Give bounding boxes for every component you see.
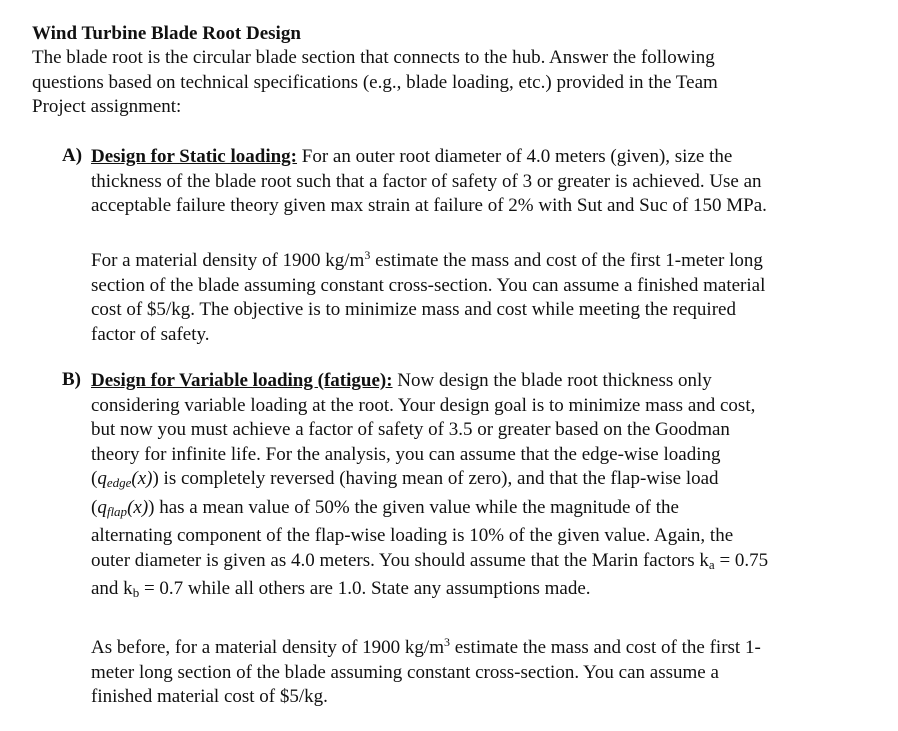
- paragraph-line: $(q_{flap}(x))$ has a mean value of 50% the given value while the magnitude of the: [91, 496, 679, 519]
- intro-line: Project assignment:: [32, 96, 182, 117]
- section-b-paragraph-2: [91, 630, 768, 710]
- section-a-body: [91, 145, 767, 347]
- flap-load-symbol: q: [97, 496, 107, 518]
- document-title: Wind Turbine Blade Root Design: [32, 23, 301, 44]
- text-run: As before, for a material density of 1900 kg/m: [91, 637, 444, 658]
- paragraph-line: [91, 243, 767, 274]
- paragraph-line: cost of $5/kg. The objective is to minimize mass and cost while meeting the required: [91, 299, 736, 320]
- section-a-heading: Design for Static loading:: [91, 146, 298, 167]
- paragraph-line: theory for infinite life. For the analysis, you can assume that the edge-wise loading: [91, 443, 721, 465]
- intro-line: The blade root is the circular blade section that connects to the hub. Answer the following: [32, 47, 715, 68]
- flap-load-subscript: flap: [106, 503, 128, 519]
- edge-load-symbol: q: [97, 468, 107, 489]
- paragraph-line: but now you must achieve a factor of safety of 3.5 or greater based on the Goodman: [91, 419, 730, 440]
- kb-subscript: b: [132, 585, 140, 600]
- flap-load-argument: (x): [127, 496, 149, 518]
- text-run: estimate the mass and cost of the first 1-meter long: [370, 250, 763, 271]
- text-run: = 0.75: [714, 549, 769, 571]
- paragraph-line: [91, 549, 768, 578]
- text-run: = 0.7 while all others are 1.0. State any assumptions made.: [139, 578, 591, 599]
- intro-paragraph: [32, 46, 718, 120]
- text-run: is completely reversed (having mean of zero), and that the flap-wise load: [158, 468, 719, 489]
- section-b-paragraph-1: [91, 369, 768, 606]
- paragraph-line: [91, 630, 768, 661]
- paragraph-line: [91, 577, 768, 606]
- text-run: and k: [91, 578, 133, 599]
- superscript: 3: [443, 635, 450, 649]
- section-a-paragraph-2: [91, 243, 767, 347]
- text-run: has a mean value of 50% the given value while the magnitude of the: [154, 496, 679, 518]
- superscript: 3: [364, 248, 371, 262]
- ka-subscript: a: [708, 556, 715, 572]
- paragraph-line: section of the blade assuming constant cross-section. You can assume a finished material: [91, 274, 766, 296]
- paragraph-line: factor of safety.: [91, 323, 210, 345]
- text-run: For an outer root diameter of 4.0 meters (given), size the: [297, 146, 733, 167]
- text-run: Now design the blade root thickness only: [392, 370, 712, 391]
- text-run: For a material density of 1900 kg/m: [91, 250, 365, 271]
- intro-line: questions based on technical specifications (e.g., blade loading, etc.) provided in the Team: [32, 71, 718, 93]
- section-b-body: [91, 369, 768, 710]
- section-a-label: A): [62, 145, 83, 166]
- paragraph-line: considering variable loading at the root. Your design goal is to minimize mass and cost,: [91, 394, 756, 416]
- section-b-label: B): [62, 369, 81, 390]
- section-a-paragraph-1: [91, 145, 767, 219]
- paragraph-line: $(q_{edge}(x))$ is completely reversed (having mean of zero), and that the flap-wise load: [91, 468, 719, 490]
- paragraph-line: alternating component of the flap-wise loading is 10% of the given value. Again, the: [91, 525, 734, 546]
- paragraph-line: thickness of the blade root such that a factor of safety of 3 or greater is achieved. Use an: [91, 170, 762, 192]
- paragraph-line: meter long section of the blade assuming constant cross-section. You can assume a: [91, 661, 719, 683]
- text-run: outer diameter is given as 4.0 meters. You should assume that the Marin factors k: [91, 549, 709, 571]
- edge-load-argument: (x): [131, 468, 153, 489]
- paragraph-line: acceptable failure theory given max strain at failure of 2% with Sut and Suc of 150 MPa.: [91, 195, 767, 216]
- paragraph-line: [91, 145, 767, 170]
- section-b-heading: Design for Variable loading (fatigue):: [91, 370, 393, 391]
- paragraph-line: [91, 369, 768, 394]
- edge-load-subscript: edge: [106, 475, 132, 490]
- paragraph-line: finished material cost of $5/kg.: [91, 686, 328, 707]
- text-run: estimate the mass and cost of the first 1-: [449, 637, 761, 658]
